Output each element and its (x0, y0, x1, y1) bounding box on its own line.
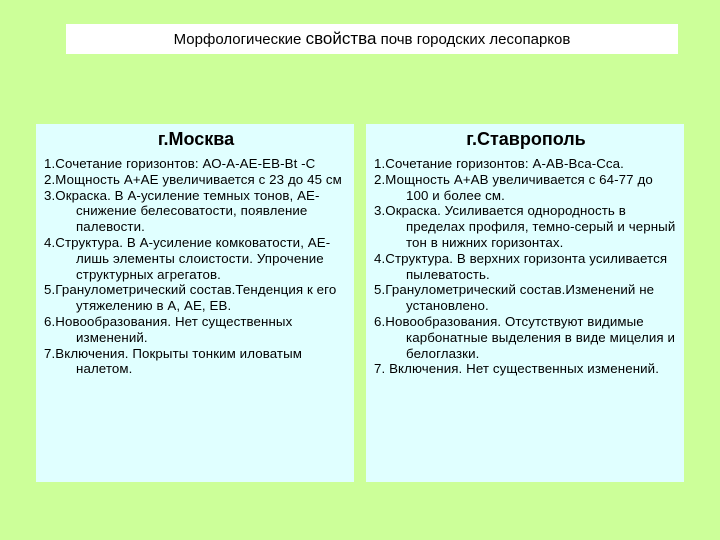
title-part-3: почв городских лесопарков (376, 30, 571, 48)
list-item: 4.Структура. В верхних горизонта усиливается пылеватость. (374, 250, 668, 282)
list-item: 4.Структура. В А-усиление комковатости, АЕ- лишь элементы слоистости. Упрочение структурных агрегатов. (44, 234, 331, 282)
stavropol-panel (366, 124, 684, 482)
list-item: 2.Мощность А+АЕ увеличивается с 23 до 45 см (44, 171, 342, 187)
list-item: 5.Гранулометрический состав.Изменений не установлено. (374, 282, 655, 314)
list-item: 3.Окраска. Усиливается однородность в пределах профиля, темно-серый и черный тон в нижних горизонтах. (374, 203, 676, 250)
stavropol-heading: г.Ставрополь (466, 129, 586, 149)
list-item: 6.Новообразования. Нет существенных изменений. (44, 313, 293, 345)
moscow-heading: г.Москва (157, 129, 235, 149)
list-item: 7. Включения. Нет существенных изменений. (374, 361, 659, 377)
slide-title (66, 24, 678, 54)
list-item: 3.Окраска. В А-усиление темных тонов, АЕ-снижение белесоватости, появление палевости. (44, 187, 320, 235)
list-item: 1.Сочетание горизонтов: АО-А-АЕ-ЕВ-Вt -С (44, 156, 316, 171)
stavropol-list (374, 156, 678, 377)
title-part-1: Морфологические (173, 30, 306, 48)
title-part-2: свойства (305, 29, 377, 48)
list-item: 2.Мощность А+АВ увеличивается с 64-77 до 100 и более см. (374, 171, 653, 203)
list-item: 1.Сочетание горизонтов: А-АВ-Вса-Сса. (374, 156, 624, 171)
list-item: 7.Включения. Покрыты тонким иловатым налетом. (44, 345, 303, 377)
moscow-panel (36, 124, 354, 482)
list-item: 6.Новообразования. Отсутствуют видимые карбонатные выделения в виде мицелия и белоглазки. (374, 313, 675, 361)
list-item: 5.Гранулометрический состав.Тенденция к его утяжелению в А, АЕ, ЕВ. (44, 282, 337, 314)
moscow-list (44, 156, 348, 377)
